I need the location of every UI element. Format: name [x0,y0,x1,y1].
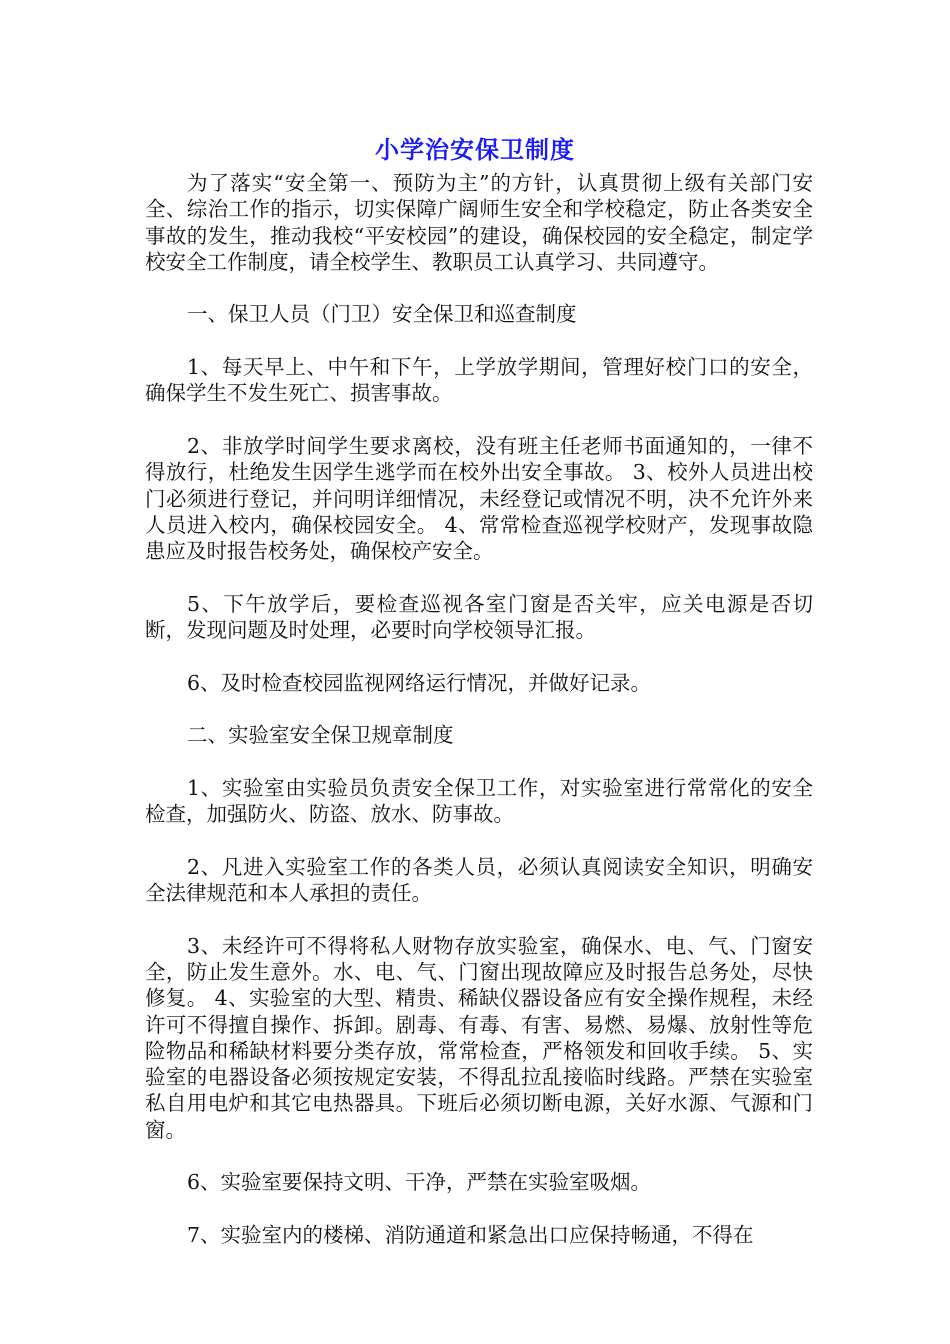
paragraph: 1、每天早上、中午和下午，上学放学期间，管理好校门口的安全，确保学生不发生死亡、损害事故。 [145,355,813,406]
section-heading-lab: 二、实验室安全保卫规章制度 [187,723,454,748]
paragraph: 5、下午放学后，要检查巡视各室门窗是否关牢，应关电源是否切断，发现问题及时处理，必要时向学校领导汇报。 [145,591,813,643]
paragraph: 2、凡进入实验室工作的各类人员，必须认真阅读安全知识，明确安全法律规范和本人承担的责任。 [145,854,813,906]
paragraph: 6、实验室要保持文明、干净，严禁在实验室吸烟。 [187,1170,652,1195]
paragraph: 2、非放学时间学生要求离校，没有班主任老师书面通知的，一律不得放行，杜绝发生因学生逃学而在校外出安全事故。 3、校外人员进出校门必须进行登记，并问明详细情况，未经登记或情况不明，决不允许外来人员进入校内，确保校园安全。 4、常常检查巡视学校财产，发现事故隐患应及时报告校务处，确保校产安全。 [145,433,813,564]
section-heading-guard: 一、保卫人员（门卫）安全保卫和巡查制度 [187,302,577,327]
paragraph: 3、未经许可不得将私人财物存放实验室，确保水、电、气、门窗安全，防止发生意外。水、电、气、门窗出现故障应及时报告总务处，尽快修复。 4、实验室的大型、精贵、稀缺仪器设备应有安全操作规程，未经许可不得擅自操作、拆卸。剧毒、有毒、有害、易燃、易爆、放射性等危险物品和稀缺材料要分类存放，常常检查，严格领发和回收手续。 5、实验室的电器设备必须按规定安装，不得乱拉乱接临时线路。严禁在实验室私自用电炉和其它电热器具。下班后必须切断电源，关好水源、气源和门窗。 [145,933,813,1142]
paragraph: 7、实验室内的楼梯、消防通道和紧急出口应保持畅通，不得在 [187,1222,754,1247]
document-title: 小学治安保卫制度 [375,136,575,164]
document-body [145,170,813,1274]
paragraph: 6、及时检查校园监视网络运行情况，并做好记录。 [187,670,652,695]
paragraph: 1、实验室由实验员负责安全保卫工作，对实验室进行常常化的安全检查，加强防火、防盗、放水、防事故。 [145,775,813,827]
paragraph-intro: 为了落实“安全第一、预防为主”的方针，认真贯彻上级有关部门安全、综治工作的指示，切实保障广阔师生安全和学校稳定，防止各类安全事故的发生，推动我校“平安校园”的建设，确保校园的安全稳定，制定学校安全工作制度，请全校学生、教职员工认真学习、共同遵守。 [145,171,813,274]
